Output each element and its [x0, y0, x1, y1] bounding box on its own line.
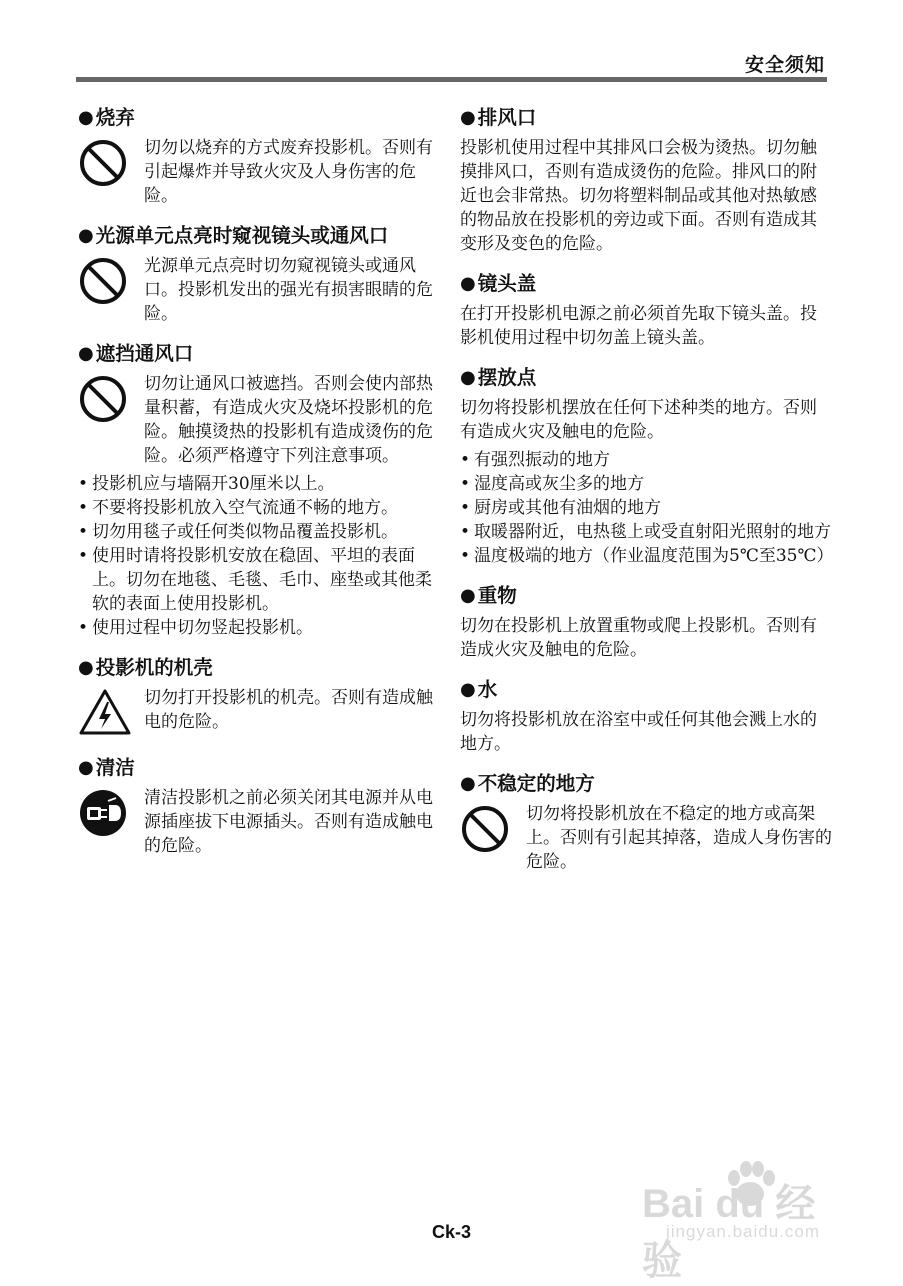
- unplug-icon: [78, 788, 128, 838]
- section-text: 投影机使用过程中其排风口会极为烫热。切勿触摸排风口，否则有造成烫伤的危险。排风口的附近也会非常热。切勿将塑料制品或其他对热敏感的物品放在投影机的旁边或下面。否则有造成其变形及变色的危险。: [460, 138, 817, 254]
- list-item: • 不要将投影机放入空气流通不畅的地方。: [78, 496, 443, 520]
- list-item: • 厨房或其他有油烟的地方: [460, 496, 832, 520]
- section-title: ● 排风口: [460, 106, 537, 129]
- list-item: • 取暖器附近，电热毯上或受直射阳光照射的地方: [460, 520, 832, 544]
- section-text: 切勿在投影机上放置重物或爬上投影机。否则有造成火灾及触电的危险。: [460, 616, 817, 660]
- list-item: • 投影机应与墙隔开30厘米以上。: [78, 472, 443, 496]
- list-item: • 使用过程中切勿竖起投影机。: [78, 616, 443, 640]
- page-number: Ck-3: [431, 1222, 471, 1242]
- list-item: • 温度极端的地方（作业温度范围为5℃至35℃）: [460, 544, 832, 568]
- prohibition-icon: [460, 804, 510, 854]
- section-title: ● 光源单元点亮时窥视镜头或通风口: [78, 224, 389, 247]
- watermark-url: jingyan.baidu.com: [666, 1222, 821, 1241]
- section-title: ● 不稳定的地方: [460, 772, 595, 795]
- section-unstable-location: [460, 770, 832, 874]
- list-item: • 有强烈振动的地方: [460, 448, 832, 472]
- section-title: ● 摆放点: [460, 366, 537, 389]
- electric-shock-warning-icon: [78, 688, 132, 736]
- section-text: 光源单元点亮时切勿窥视镜头或通风口。投影机发出的强光有损害眼睛的危险。: [144, 256, 433, 324]
- section-text: 切勿让通风口被遮挡。否则会使内部热量积蓄，有造成火灾及烧坏投影机的危险。触摸烫热的投影机有造成烫伤的危险。必须严格遵守下列注意事项。: [144, 374, 433, 466]
- section-title: ● 投影机的机壳: [78, 656, 213, 679]
- section-location: [460, 364, 832, 568]
- list-item: • 切勿用毯子或任何类似物品覆盖投影机。: [78, 520, 443, 544]
- left-column: [78, 104, 443, 872]
- list-item: • 使用时请将投影机安放在稳固、平坦的表面上。切勿在地毯、毛毯、毛巾、座垫或其他柔软的表面上使用投影机。: [78, 544, 443, 616]
- section-burning: [78, 104, 443, 208]
- section-text: 清洁投影机之前必须关闭其电源并从电源插座拔下电源插头。否则有造成触电的危险。: [144, 788, 433, 856]
- right-column: [460, 104, 832, 888]
- prohibition-icon: [78, 374, 128, 424]
- section-water: [460, 676, 832, 756]
- section-title: ● 清洁: [78, 756, 135, 779]
- section-title: ● 烧弃: [78, 106, 135, 129]
- bullet-list: [460, 448, 832, 568]
- prohibition-icon: [78, 138, 128, 188]
- list-item: • 湿度高或灰尘多的地方: [460, 472, 832, 496]
- section-lens-cap: [460, 270, 832, 350]
- section-casing: [78, 654, 443, 740]
- section-text: 切勿将投影机放在浴室中或任何其他会溅上水的地方。: [460, 710, 817, 754]
- section-text: 切勿以烧弃的方式废弃投影机。否则有引起爆炸并导致火灾及人身伤害的危险。: [144, 138, 433, 206]
- page-header-title: 安全须知: [744, 54, 825, 76]
- section-look-into-lens: [78, 222, 443, 326]
- section-title: ● 水: [460, 678, 498, 701]
- watermark-brand: Bai du 经验: [642, 1182, 816, 1283]
- section-heavy-objects: [460, 582, 832, 662]
- section-title: ● 重物: [460, 584, 517, 607]
- section-text: 切勿打开投影机的机壳。否则有造成触电的危险。: [144, 688, 433, 732]
- section-exhaust-vent: [460, 104, 832, 256]
- section-text: 切勿将投影机放在不稳定的地方或高架上。否则有引起其掉落，造成人身伤害的危险。: [526, 804, 832, 872]
- bullet-list: [78, 472, 443, 640]
- section-text: 切勿将投影机摆放在任何下述种类的地方。否则有造成火灾及触电的危险。: [460, 398, 817, 442]
- section-cleaning: [78, 754, 443, 858]
- section-blocking-vents: [78, 340, 443, 640]
- section-title: ● 遮挡通风口: [78, 342, 194, 365]
- section-title: ● 镜头盖: [460, 272, 537, 295]
- section-text: 在打开投影机电源之前必须首先取下镜头盖。投影机使用过程中切勿盖上镜头盖。: [460, 304, 817, 348]
- prohibition-icon: [78, 256, 128, 306]
- header-divider: [76, 77, 827, 82]
